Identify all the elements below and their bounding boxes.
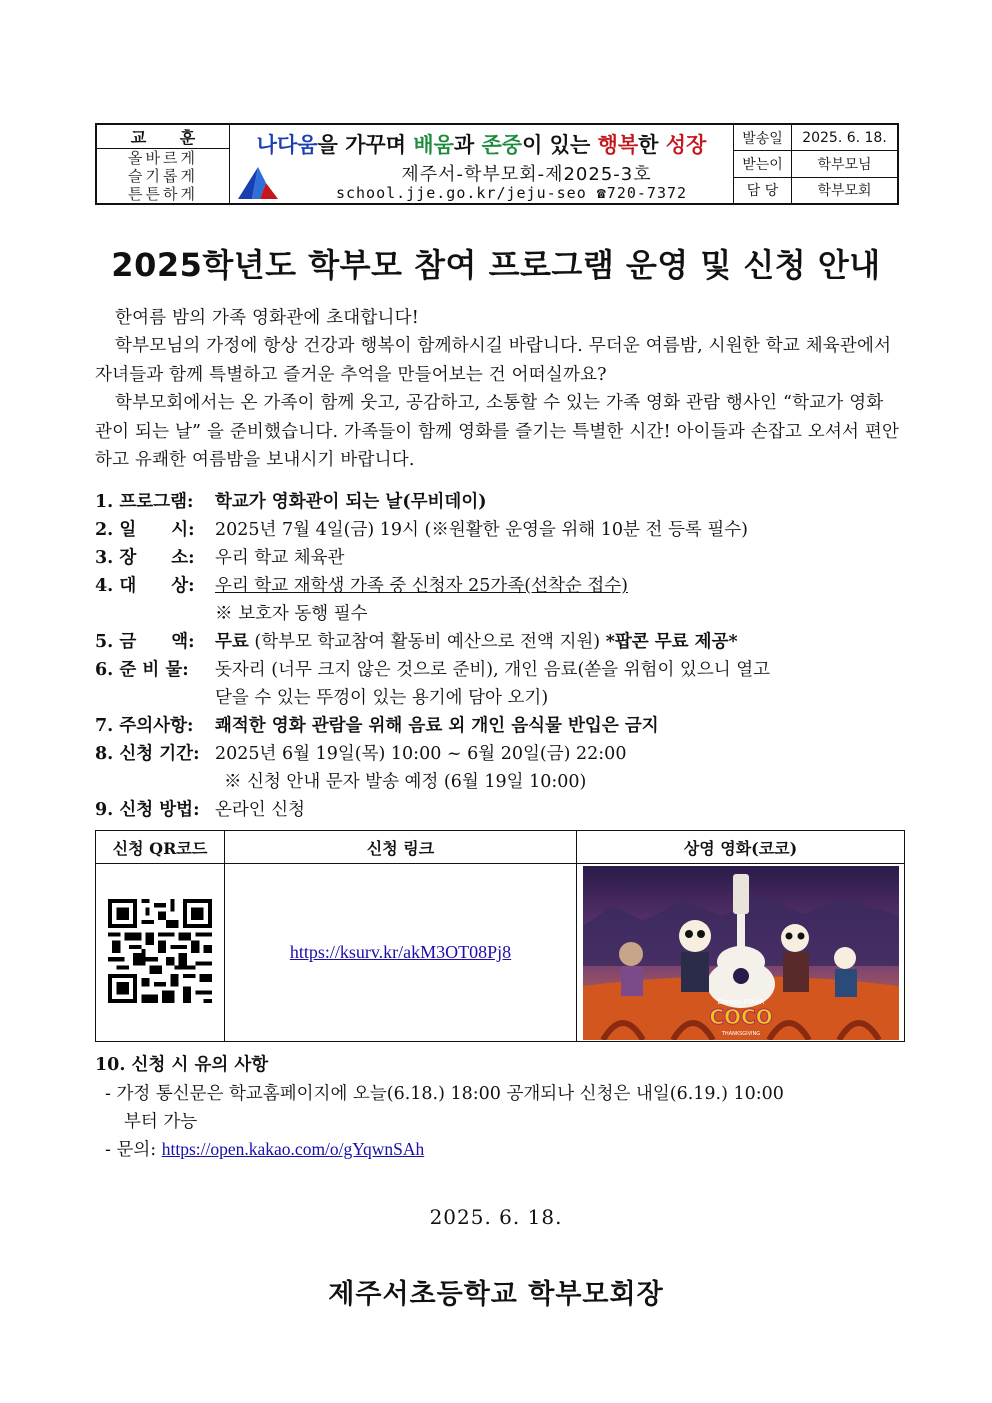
slogan-part-5: 존중	[481, 133, 523, 157]
poster-title: COCO	[708, 1004, 773, 1029]
slogan-part-1: 나다움	[256, 133, 318, 157]
slogan-part-3: 배움	[413, 133, 454, 157]
item-label: 1. 프로그램:	[95, 492, 194, 512]
slogan-part-7: 행복	[597, 133, 639, 157]
issue-date: 2025. 6. 18.	[429, 1205, 563, 1229]
document-title: 2025학년도 학부모 참여 프로그램 운영 및 신청 안내	[111, 246, 881, 284]
signature: 제주서초등학교 학부모회장	[328, 1279, 664, 1310]
motto-line-1: 올바르게	[128, 149, 198, 167]
note-2	[105, 1136, 424, 1161]
table-header-row	[96, 831, 905, 864]
slogan-part-8: 한	[638, 133, 666, 157]
qr-cell	[96, 864, 225, 1042]
item-period	[95, 740, 626, 765]
item-target-note	[215, 600, 368, 625]
note-1-text: - 가정 통신문은 학교홈페이지에 오늘(6.18.) 18:00 공개되나 신청은 내일(6.19.) 10:00	[105, 1084, 784, 1104]
item-value: 돗자리 (너무 크지 않은 것으로 준비), 개인 음료(쏟을 위험이 있으니 열고	[215, 660, 771, 680]
item-label: 3. 장 소:	[95, 548, 195, 568]
motto-lines	[97, 149, 229, 203]
item-value: 우리 학교 체육관	[215, 548, 345, 568]
slogan-part-2: 을 가꾸며	[317, 133, 414, 157]
item-value: 우리 학교 재학생 가족 중 신청자 25가족(선착순 접수)	[215, 576, 628, 596]
meta-row-recipient	[734, 151, 897, 177]
item-datetime	[95, 516, 748, 541]
intro-paragraph-2: 학부모님의 가정에 항상 건강과 행복이 함께하시길 바랍니다. 무더운 여름밤, 시원한 학교 체육관에서 자녀들과 함께 특별하고 즐거운 추억을 만들어보는 건 어떠실까요?	[95, 336, 892, 385]
item-label: 4. 대 상:	[95, 576, 195, 596]
notes-title	[95, 1051, 268, 1076]
item-label: 6. 준 비 물:	[95, 660, 189, 680]
poster-tagline: THANKSGIVING	[721, 1030, 760, 1037]
item-caution	[95, 712, 659, 737]
item-label: 8. 신청 기간:	[95, 744, 200, 764]
school-logo-icon	[236, 161, 280, 201]
item-place	[95, 544, 344, 569]
item-period-note	[224, 768, 586, 793]
meta-value: 2025. 6. 18.	[802, 129, 887, 146]
item-label: 7. 주의사항:	[95, 716, 194, 736]
item-value: 온라인 신청	[215, 800, 306, 820]
school-slogan	[230, 129, 733, 159]
school-motto	[97, 125, 230, 203]
link-cell	[225, 864, 577, 1042]
letterhead-center	[230, 125, 734, 203]
motto-line-3: 튼튼하게	[128, 185, 198, 203]
kakao-link[interactable]: https://open.kakao.com/o/gYqwnSAh	[161, 1139, 425, 1159]
table-header-movie: 상영 영화(코코)	[577, 831, 905, 864]
item-label: 2. 일 시:	[95, 520, 195, 540]
item-value: 2025년 6월 19일(목) 10:00 ~ 6월 20일(금) 22:00	[215, 744, 627, 764]
item-value: 2025년 7월 4일(금) 19시 (※원활한 운영을 위해 10분 전 등록 필수)	[215, 520, 748, 540]
intro-paragraph-3: 학부모회에서는 온 가족이 함께 웃고, 공감하고, 소통할 수 있는 가족 영화 관람 행사인 “학교가 영화관이 되는 날” 을 준비했습니다. 가족들이 함께 영화를 즐기는 특별한 시간! 아이들과 손잡고 오셔서 편안하고 유쾌한 여름밤을 보내시기 바랍니다.	[95, 393, 900, 470]
item-label: 5. 금 액:	[95, 632, 195, 652]
application-table	[95, 830, 905, 1042]
item-note: ※ 신청 안내 문자 발송 예정 (6월 19일 10:00)	[224, 772, 587, 792]
table-row	[96, 864, 905, 1042]
item-fee	[95, 628, 738, 653]
item-value-bold: 무료	[215, 632, 249, 652]
movie-poster	[583, 866, 899, 1040]
item-label: 9. 신청 방법:	[95, 800, 200, 820]
school-website: school.jje.go.kr/jeju-seo ☎720-7372	[335, 184, 688, 202]
motto-title: 교 훈	[97, 125, 229, 149]
motto-line-2: 슬기롭게	[128, 167, 198, 185]
issue-number: 제주서-학부모회-제2025-3호	[401, 164, 652, 185]
meta-key: 담 당	[734, 178, 792, 203]
meta-value: 학부모회	[817, 183, 872, 200]
item-method	[95, 796, 305, 821]
note-1-cont-text: 부터 가능	[124, 1112, 198, 1132]
item-value: 쾌적한 영화 관람을 위해 음료 외 개인 음식물 반입은 금지	[215, 716, 659, 736]
notes-title-text: 10. 신청 시 유의 사항	[95, 1055, 269, 1075]
meta-row-sent-date	[734, 125, 897, 151]
movie-cell	[577, 864, 905, 1042]
poster-brand: Disney PIXAR	[717, 997, 764, 1006]
letter-meta	[734, 125, 897, 203]
item-value: 학교가 영화관이 되는 날(무비데이)	[215, 492, 487, 512]
item-preparation-cont	[215, 684, 548, 709]
note-1-cont	[124, 1108, 197, 1133]
note-1	[105, 1080, 784, 1105]
slogan-part-4: 과	[453, 133, 482, 157]
item-program	[95, 488, 487, 513]
application-link[interactable]: https://ksurv.kr/akM3OT08Pj8	[289, 942, 512, 962]
intro-line-1: 한여름 밤의 가족 영화관에 초대합니다!	[115, 308, 419, 328]
item-value-cont: 닫을 수 있는 뚜껑이 있는 용기에 담아 오기)	[215, 688, 549, 708]
meta-key: 받는이	[734, 151, 792, 176]
letterhead	[95, 123, 899, 205]
meta-row-owner	[734, 178, 897, 203]
meta-value: 학부모님	[817, 156, 872, 173]
item-preparation	[95, 656, 770, 681]
slogan-part-6: 이 있는	[522, 133, 598, 157]
item-note: ※ 보호자 동행 필수	[215, 604, 368, 624]
qr-code-icon[interactable]	[108, 899, 212, 1003]
item-value: (학부모 학교참여 활동비 예산으로 전액 지원)	[248, 632, 606, 652]
item-value-extra: *팝콘 무료 제공*	[605, 632, 738, 652]
slogan-part-9: 성장	[665, 133, 707, 157]
table-header-qr: 신청 QR코드	[96, 831, 225, 864]
meta-key: 발송일	[734, 125, 792, 150]
item-target	[95, 572, 628, 597]
note-2-label: - 문의:	[105, 1140, 162, 1160]
table-header-link: 신청 링크	[225, 831, 577, 864]
